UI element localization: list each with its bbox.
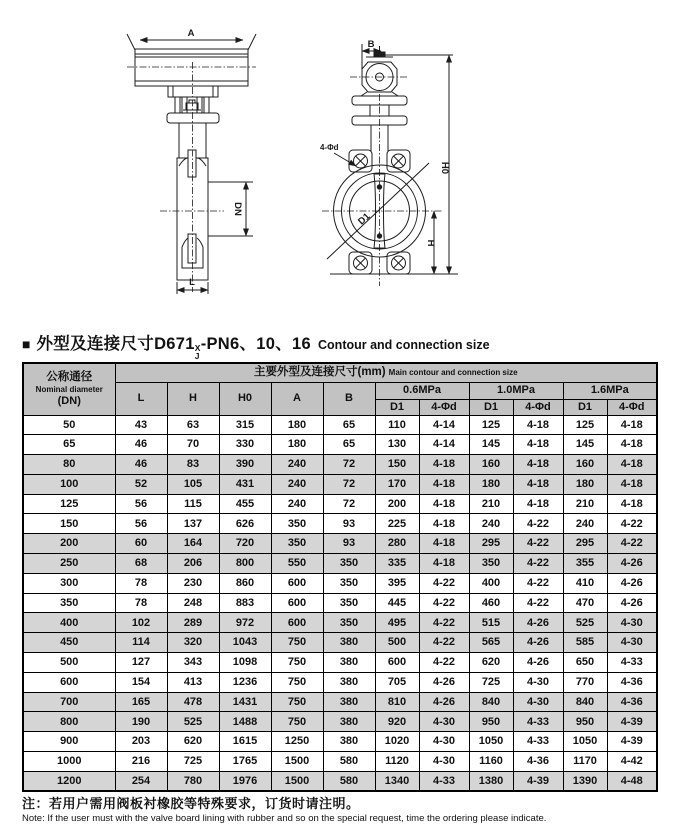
cell-value: 445 — [375, 593, 419, 613]
cell-value: 720 — [219, 534, 271, 554]
cell-value: 350 — [271, 514, 323, 534]
col-header-phid: 4-Φd — [607, 399, 657, 415]
cell-dn: 250 — [23, 554, 115, 574]
cell-value: 289 — [167, 613, 219, 633]
dim-label-dn: DN — [232, 202, 243, 216]
cell-value: 1976 — [219, 771, 271, 791]
cell-value: 65 — [323, 415, 375, 435]
col-header-d1: D1 — [563, 399, 607, 415]
cell-dn: 400 — [23, 613, 115, 633]
cell-value: 4-18 — [419, 474, 469, 494]
cell-value: 4-18 — [513, 494, 563, 514]
cell-value: 180 — [469, 474, 513, 494]
dim-label-holes: 4-Φd — [320, 143, 339, 152]
section-title — [22, 330, 662, 360]
col-header-pn10: 1.0MPa — [469, 382, 563, 399]
cell-value: 4-22 — [513, 534, 563, 554]
cell-value: 4-26 — [513, 653, 563, 673]
col-header-phid: 4-Φd — [419, 399, 469, 415]
table-row — [23, 613, 657, 633]
cell-value: 52 — [115, 474, 167, 494]
cell-value: 68 — [115, 554, 167, 574]
cell-value: 350 — [323, 593, 375, 613]
cell-value: 4-22 — [419, 573, 469, 593]
cell-dn: 150 — [23, 514, 115, 534]
cell-value: 840 — [469, 692, 513, 712]
col-header-d1: D1 — [469, 399, 513, 415]
cell-value: 1390 — [563, 771, 607, 791]
cell-value: 4-14 — [419, 415, 469, 435]
cell-value: 4-36 — [513, 752, 563, 772]
cell-value: 83 — [167, 455, 219, 475]
cell-value: 380 — [323, 692, 375, 712]
cell-value: 350 — [469, 554, 513, 574]
col-header-L: L — [115, 382, 167, 415]
cell-value: 1043 — [219, 633, 271, 653]
dim-label-h0: H0 — [439, 161, 450, 175]
cell-value: 4-30 — [419, 732, 469, 752]
cell-value: 160 — [563, 455, 607, 475]
table-row — [23, 573, 657, 593]
table-row — [23, 672, 657, 692]
cell-dn: 500 — [23, 653, 115, 673]
note-en: Note: If the user must with the valve board lining with rubber and so on the special request, time the ordering please indicate. — [22, 813, 547, 824]
technical-drawings — [0, 0, 676, 318]
cell-value: 725 — [167, 752, 219, 772]
cell-value: 626 — [219, 514, 271, 534]
cell-value: 4-22 — [513, 593, 563, 613]
cell-value: 78 — [115, 593, 167, 613]
cell-value: 1050 — [563, 732, 607, 752]
col-header-pn06: 0.6MPa — [375, 382, 469, 399]
cell-value: 4-22 — [513, 514, 563, 534]
cell-value: 4-39 — [607, 732, 657, 752]
col-header-pn16: 1.6MPa — [563, 382, 657, 399]
cell-value: 350 — [323, 573, 375, 593]
cell-value: 216 — [115, 752, 167, 772]
cell-value: 410 — [563, 573, 607, 593]
cell-value: 750 — [271, 692, 323, 712]
cell-value: 4-22 — [419, 633, 469, 653]
cell-value: 380 — [323, 633, 375, 653]
table-row — [23, 633, 657, 653]
dim-label-l: L — [189, 277, 195, 288]
cell-value: 4-48 — [607, 771, 657, 791]
table-row — [23, 494, 657, 514]
cell-value: 460 — [469, 593, 513, 613]
cell-value: 46 — [115, 435, 167, 455]
cell-value: 4-30 — [419, 752, 469, 772]
cell-value: 4-18 — [607, 435, 657, 455]
cell-value: 380 — [323, 712, 375, 732]
cell-value: 4-18 — [607, 415, 657, 435]
cell-value: 200 — [375, 494, 419, 514]
cell-value: 65 — [323, 435, 375, 455]
cell-value: 620 — [167, 732, 219, 752]
cell-dn: 1000 — [23, 752, 115, 772]
cell-value: 1020 — [375, 732, 419, 752]
col-header-B: B — [323, 382, 375, 415]
table-row — [23, 474, 657, 494]
cell-value: 431 — [219, 474, 271, 494]
section-title-en: Contour and connection size — [318, 338, 490, 352]
cell-value: 114 — [115, 633, 167, 653]
cell-value: 320 — [167, 633, 219, 653]
cell-value: 180 — [563, 474, 607, 494]
cell-value: 4-26 — [419, 692, 469, 712]
cell-value: 500 — [375, 633, 419, 653]
cell-value: 4-18 — [419, 554, 469, 574]
cell-value: 380 — [323, 732, 375, 752]
cell-value: 4-33 — [607, 653, 657, 673]
cell-value: 180 — [271, 415, 323, 435]
cell-value: 93 — [323, 534, 375, 554]
cell-value: 380 — [323, 672, 375, 692]
cell-value: 43 — [115, 415, 167, 435]
cell-dn: 700 — [23, 692, 115, 712]
cell-value: 1250 — [271, 732, 323, 752]
cell-value: 4-26 — [607, 554, 657, 574]
cell-value: 1170 — [563, 752, 607, 772]
cell-value: 4-36 — [607, 692, 657, 712]
cell-value: 102 — [115, 613, 167, 633]
cell-value: 4-36 — [607, 672, 657, 692]
cell-value: 240 — [469, 514, 513, 534]
cell-value: 4-30 — [513, 692, 563, 712]
cell-value: 920 — [375, 712, 419, 732]
cell-value: 4-18 — [419, 494, 469, 514]
table-row — [23, 455, 657, 475]
cell-dn: 100 — [23, 474, 115, 494]
side-view-drawing — [127, 34, 256, 294]
cell-value: 1615 — [219, 732, 271, 752]
cell-value: 4-33 — [419, 771, 469, 791]
cell-value: 550 — [271, 554, 323, 574]
dim-label-b: B — [367, 39, 375, 50]
cell-value: 295 — [469, 534, 513, 554]
cell-value: 1098 — [219, 653, 271, 673]
cell-value: 972 — [219, 613, 271, 633]
cell-value: 150 — [375, 455, 419, 475]
dim-label-a: A — [187, 28, 195, 39]
cell-value: 580 — [323, 752, 375, 772]
cell-value: 725 — [469, 672, 513, 692]
cell-value: 240 — [271, 455, 323, 475]
cell-value: 355 — [563, 554, 607, 574]
cell-value: 840 — [563, 692, 607, 712]
cell-value: 585 — [563, 633, 607, 653]
cell-value: 125 — [469, 415, 513, 435]
cell-value: 395 — [375, 573, 419, 593]
cell-value: 145 — [469, 435, 513, 455]
cell-value: 1500 — [271, 771, 323, 791]
cell-value: 515 — [469, 613, 513, 633]
cell-value: 4-26 — [607, 593, 657, 613]
cell-value: 4-30 — [607, 633, 657, 653]
cell-value: 145 — [563, 435, 607, 455]
cell-value: 4-22 — [513, 573, 563, 593]
cell-value: 72 — [323, 474, 375, 494]
cell-value: 248 — [167, 593, 219, 613]
cell-value: 4-18 — [607, 474, 657, 494]
cell-dn: 350 — [23, 593, 115, 613]
cell-value: 343 — [167, 653, 219, 673]
cell-value: 190 — [115, 712, 167, 732]
table-row — [23, 712, 657, 732]
cell-value: 70 — [167, 435, 219, 455]
cell-value: 240 — [271, 474, 323, 494]
table-row — [23, 692, 657, 712]
cell-value: 56 — [115, 494, 167, 514]
cell-value: 4-39 — [607, 712, 657, 732]
cell-value: 115 — [167, 494, 219, 514]
cell-value: 380 — [323, 653, 375, 673]
dimensions-table — [22, 362, 658, 792]
cell-value: 130 — [375, 435, 419, 455]
table-row — [23, 534, 657, 554]
cell-value: 4-18 — [419, 514, 469, 534]
cell-value: 4-42 — [607, 752, 657, 772]
cell-dn: 450 — [23, 633, 115, 653]
cell-value: 770 — [563, 672, 607, 692]
cell-value: 4-18 — [513, 474, 563, 494]
cell-value: 800 — [219, 554, 271, 574]
cell-value: 72 — [323, 455, 375, 475]
cell-value: 4-33 — [513, 732, 563, 752]
cell-value: 4-18 — [607, 494, 657, 514]
cell-value: 580 — [323, 771, 375, 791]
cell-value: 4-22 — [419, 593, 469, 613]
footnotes — [22, 793, 662, 824]
cell-value: 390 — [219, 455, 271, 475]
cell-value: 4-22 — [419, 653, 469, 673]
cell-value: 1160 — [469, 752, 513, 772]
cell-value: 63 — [167, 415, 219, 435]
cell-value: 4-22 — [419, 613, 469, 633]
cell-value: 110 — [375, 415, 419, 435]
cell-dn: 300 — [23, 573, 115, 593]
cell-value: 164 — [167, 534, 219, 554]
cell-dn: 125 — [23, 494, 115, 514]
cell-value: 4-18 — [513, 415, 563, 435]
cell-value: 400 — [469, 573, 513, 593]
cell-value: 105 — [167, 474, 219, 494]
cell-value: 860 — [219, 573, 271, 593]
front-view-drawing — [322, 44, 458, 286]
cell-value: 335 — [375, 554, 419, 574]
cell-value: 883 — [219, 593, 271, 613]
table-header — [23, 363, 657, 415]
dim-label-d1: D1 — [356, 211, 373, 228]
cell-value: 170 — [375, 474, 419, 494]
cell-value: 620 — [469, 653, 513, 673]
cell-value: 206 — [167, 554, 219, 574]
col-header-d1: D1 — [375, 399, 419, 415]
cell-value: 125 — [563, 415, 607, 435]
dim-label-h: H — [425, 239, 436, 247]
cell-value: 600 — [271, 573, 323, 593]
cell-value: 240 — [271, 494, 323, 514]
cell-value: 413 — [167, 672, 219, 692]
table-row — [23, 593, 657, 613]
col-header-phid: 4-Φd — [513, 399, 563, 415]
cell-dn: 800 — [23, 712, 115, 732]
cell-value: 4-30 — [419, 712, 469, 732]
cell-value: 4-26 — [607, 573, 657, 593]
cell-value: 4-26 — [513, 633, 563, 653]
cell-value: 56 — [115, 514, 167, 534]
table-row — [23, 732, 657, 752]
cell-value: 1500 — [271, 752, 323, 772]
cell-dn: 900 — [23, 732, 115, 752]
col-header-H0: H0 — [219, 382, 271, 415]
cell-value: 4-30 — [607, 613, 657, 633]
cell-value: 4-22 — [607, 534, 657, 554]
cell-value: 93 — [323, 514, 375, 534]
cell-value: 565 — [469, 633, 513, 653]
cell-value: 950 — [469, 712, 513, 732]
cell-value: 4-22 — [607, 514, 657, 534]
cell-value: 525 — [167, 712, 219, 732]
cell-value: 600 — [271, 613, 323, 633]
cell-value: 1340 — [375, 771, 419, 791]
cell-value: 750 — [271, 653, 323, 673]
cell-dn: 80 — [23, 455, 115, 475]
model-sup-sub: X J — [194, 343, 201, 362]
cell-dn: 600 — [23, 672, 115, 692]
cell-value: 470 — [563, 593, 607, 613]
table-row — [23, 554, 657, 574]
col-header-A: A — [271, 382, 323, 415]
table-body — [23, 415, 657, 791]
cell-value: 210 — [469, 494, 513, 514]
cell-value: 60 — [115, 534, 167, 554]
cell-value: 750 — [271, 712, 323, 732]
cell-value: 4-26 — [513, 613, 563, 633]
cell-value: 650 — [563, 653, 607, 673]
cell-value: 78 — [115, 573, 167, 593]
cell-value: 230 — [167, 573, 219, 593]
cell-value: 600 — [271, 593, 323, 613]
cell-value: 254 — [115, 771, 167, 791]
cell-value: 46 — [115, 455, 167, 475]
cell-value: 4-33 — [513, 712, 563, 732]
cell-value: 4-18 — [419, 455, 469, 475]
note-cn: 注：若用户需用阀板衬橡胶等特殊要求，订货时请注明。 — [22, 796, 360, 811]
cell-value: 950 — [563, 712, 607, 732]
col-header-main: 主要外型及连接尺寸(mm) Main contour and connection size — [115, 363, 657, 382]
cell-value: 280 — [375, 534, 419, 554]
cell-value: 165 — [115, 692, 167, 712]
cell-value: 210 — [563, 494, 607, 514]
cell-value: 4-26 — [419, 672, 469, 692]
cell-value: 295 — [563, 534, 607, 554]
cell-value: 4-18 — [607, 455, 657, 475]
cell-value: 4-22 — [513, 554, 563, 574]
table-row — [23, 771, 657, 791]
cell-value: 330 — [219, 435, 271, 455]
cell-value: 350 — [271, 534, 323, 554]
cell-value: 455 — [219, 494, 271, 514]
cell-dn: 200 — [23, 534, 115, 554]
cell-value: 495 — [375, 613, 419, 633]
cell-value: 750 — [271, 633, 323, 653]
cell-value: 810 — [375, 692, 419, 712]
cell-value: 525 — [563, 613, 607, 633]
table-row — [23, 653, 657, 673]
table-row — [23, 752, 657, 772]
cell-value: 1236 — [219, 672, 271, 692]
cell-value: 350 — [323, 613, 375, 633]
cell-value: 4-14 — [419, 435, 469, 455]
cell-value: 203 — [115, 732, 167, 752]
cell-value: 137 — [167, 514, 219, 534]
cell-value: 315 — [219, 415, 271, 435]
table-row — [23, 415, 657, 435]
cell-value: 1765 — [219, 752, 271, 772]
cell-value: 705 — [375, 672, 419, 692]
cell-value: 180 — [271, 435, 323, 455]
bullet-square-icon: ■ — [22, 336, 31, 352]
cell-value: 1120 — [375, 752, 419, 772]
cell-value: 1050 — [469, 732, 513, 752]
cell-value: 4-30 — [513, 672, 563, 692]
cell-value: 1380 — [469, 771, 513, 791]
cell-value: 225 — [375, 514, 419, 534]
cell-value: 1431 — [219, 692, 271, 712]
cell-value: 1488 — [219, 712, 271, 732]
cell-dn: 65 — [23, 435, 115, 455]
cell-value: 780 — [167, 771, 219, 791]
col-header-nominal-diameter: 公称通径 Nominal diameter (DN) — [23, 363, 115, 415]
cell-dn: 50 — [23, 415, 115, 435]
section-title-cn: 外型及连接尺寸D671 X J -PN6、10、16 — [36, 335, 312, 362]
cell-value: 600 — [375, 653, 419, 673]
cell-value: 4-18 — [513, 455, 563, 475]
cell-value: 240 — [563, 514, 607, 534]
cell-dn: 1200 — [23, 771, 115, 791]
cell-value: 154 — [115, 672, 167, 692]
cell-value: 478 — [167, 692, 219, 712]
table-row — [23, 435, 657, 455]
cell-value: 750 — [271, 672, 323, 692]
cell-value: 160 — [469, 455, 513, 475]
cell-value: 350 — [323, 554, 375, 574]
cell-value: 4-39 — [513, 771, 563, 791]
cell-value: 4-18 — [419, 534, 469, 554]
col-header-H: H — [167, 382, 219, 415]
cell-value: 127 — [115, 653, 167, 673]
cell-value: 72 — [323, 494, 375, 514]
cell-value: 4-18 — [513, 435, 563, 455]
table-row — [23, 514, 657, 534]
